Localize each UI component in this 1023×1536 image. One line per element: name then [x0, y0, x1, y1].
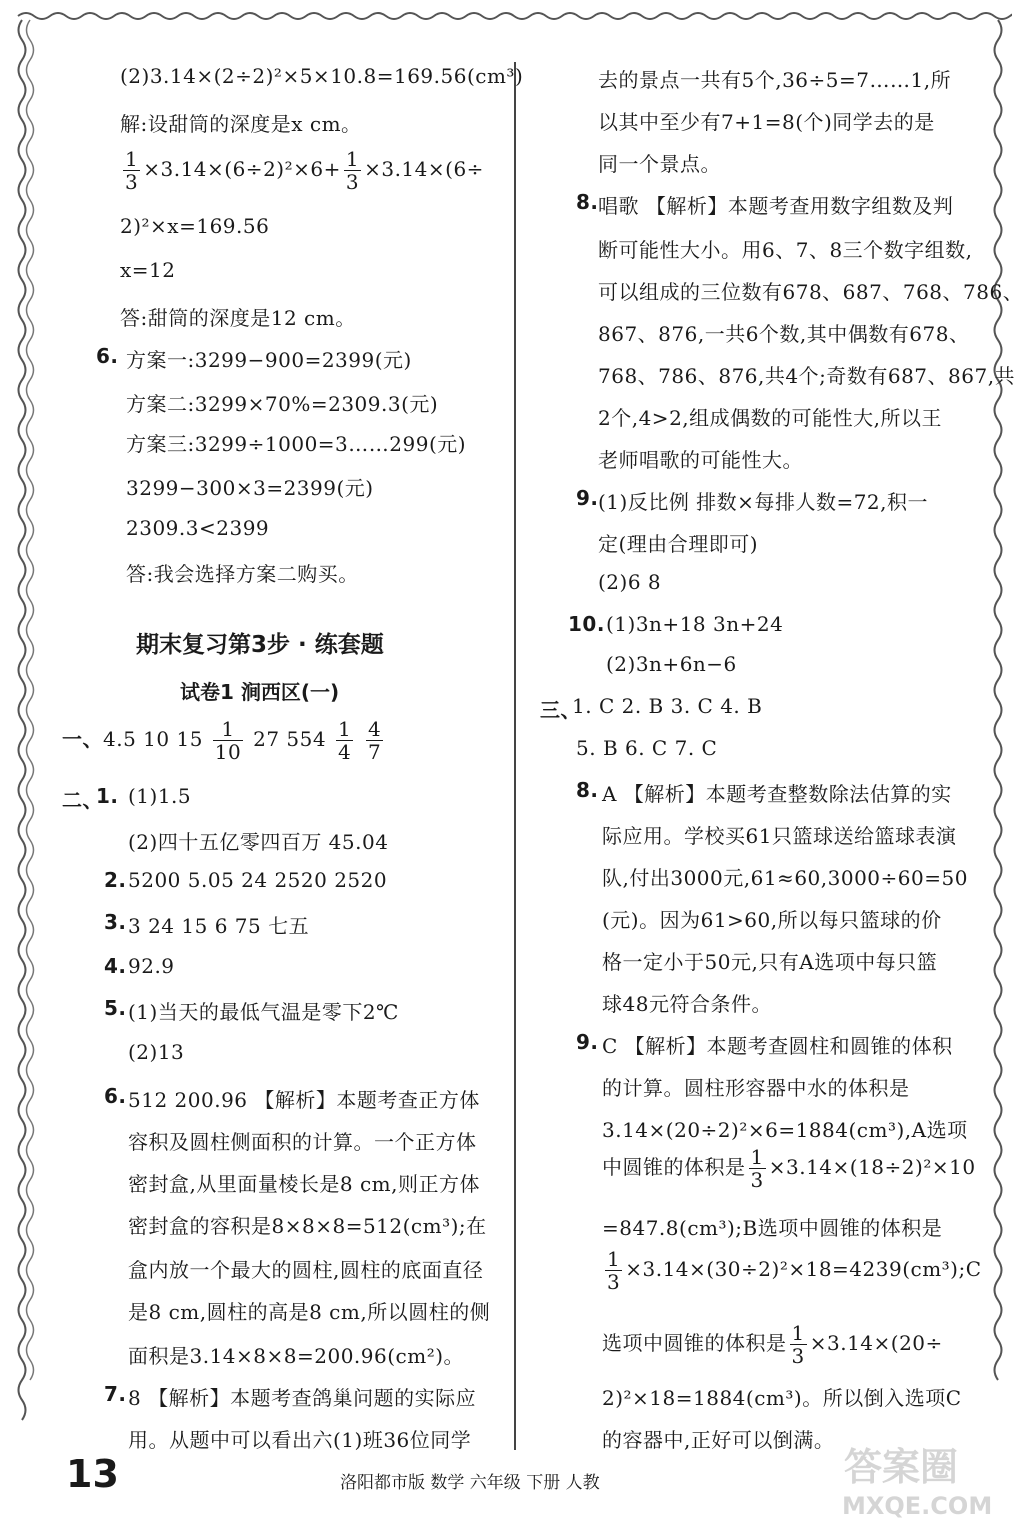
- question-number: 8.: [576, 778, 599, 802]
- footer-text: 洛阳都市版 数学 六年级 下册 人教: [340, 1473, 600, 1493]
- fraction: $\frac{1}{3}$: [750, 1145, 764, 1192]
- answer-line: (元)。因为61>60,所以每只篮球的价: [602, 908, 942, 932]
- paper-subtitle: 试卷1 涧西区(一): [180, 680, 340, 704]
- fraction: $\frac{1}{3}$: [125, 147, 139, 194]
- svg-text:答案圈: 答案圈: [844, 1445, 959, 1489]
- answer-line: (1)反比例 排数×每排人数=72,积一: [598, 490, 929, 514]
- answer-line: 867、876,一共6个数,其中偶数有678、: [598, 322, 970, 346]
- answer-line: 用。从题中可以看出六(1)班36位同学: [128, 1428, 472, 1452]
- answer-line: 选项中圆锥的体积是 $\frac{1}{3}$ ×3.14×(20÷: [602, 1321, 943, 1368]
- section-title: 期末复习第3步 · 练套题: [136, 632, 384, 658]
- answer-line: 5200 5.05 24 2520 2520: [128, 868, 388, 892]
- answer-line: 面积是3.14×8×8=200.96(cm²)。: [128, 1344, 465, 1368]
- fraction: $\frac{1}{3}$: [607, 1247, 621, 1294]
- answer-line: 3 24 15 6 75 七五: [128, 914, 310, 938]
- section-label: 三、: [540, 698, 581, 722]
- fraction: $\frac{1}{3}$: [345, 147, 360, 194]
- section-label: 二、: [62, 788, 103, 812]
- question-number: 5.: [104, 996, 127, 1020]
- answer-line: 3.14×(20÷2)²×6=1884(cm³),A选项: [602, 1118, 968, 1142]
- question-number: 1.: [96, 784, 119, 808]
- fraction: $\frac{1}{10}$: [214, 717, 242, 764]
- answer-line: 老师唱歌的可能性大。: [598, 448, 803, 472]
- question-number: 4.: [104, 954, 127, 978]
- answer-line: 1. C 2. B 3. C 4. B: [572, 694, 763, 718]
- answer-line: 答:甜筒的深度是12 cm。: [120, 306, 356, 330]
- section-one-answers: 一、4.5 10 15 $\frac{1}{10}$ 27 554 $\frac{1}{4}$ $\frac{4}{7}$: [62, 717, 382, 764]
- question-number: 2.: [104, 868, 127, 892]
- answer-line: 方案三:3299÷1000=3……299(元): [126, 432, 467, 456]
- question-number: 3.: [104, 910, 127, 934]
- answer-line: (2)6 8: [598, 570, 662, 594]
- answer-line: (1)1.5: [128, 784, 192, 808]
- answer-line: 2309.3<2399: [126, 516, 270, 540]
- answer-line: 格一定小于50元,只有A选项中每只篮: [602, 950, 938, 974]
- answer-line: 3299−300×3=2399(元): [126, 476, 374, 500]
- answer-line: 密封盒的容积是8×8×8=512(cm³);在: [128, 1214, 487, 1238]
- answer-line: (2)13: [128, 1040, 185, 1064]
- answer-line: x=12: [120, 258, 176, 282]
- page-number: 13: [66, 1452, 119, 1496]
- answer-line: 密封盒,从里面量棱长是8 cm,则正方体: [128, 1172, 480, 1196]
- answer-line: 的计算。圆柱形容器中水的体积是: [602, 1076, 910, 1100]
- answer-line: (2)四十五亿零四百万 45.04: [128, 830, 389, 854]
- answer-line: 方案一:3299−900=2399(元): [126, 348, 412, 372]
- answer-line: 球48元符合条件。: [602, 992, 772, 1016]
- fraction: $\frac{4}{7}$: [368, 717, 382, 764]
- question-number: 8.: [576, 190, 599, 214]
- fraction: $\frac{1}{4}$: [337, 717, 352, 764]
- column-divider: [514, 62, 516, 1450]
- answer-line: (1)当天的最低气温是零下2℃: [128, 1000, 399, 1024]
- question-number: 9.: [576, 486, 599, 510]
- answer-line: 的容器中,正好可以倒满。: [602, 1428, 835, 1452]
- answer-line: 5. B 6. C 7. C: [576, 736, 718, 760]
- answer-line: 方案二:3299×70%=2309.3(元): [126, 392, 439, 416]
- answer-line: 同一个景点。: [598, 152, 721, 176]
- answer-line: 解:设甜筒的深度是x cm。: [120, 112, 362, 136]
- answer-line: $\frac{1}{3}$ ×3.14×(6÷2)²×6+ $\frac{1}{3}$ ×3.14×(6÷: [125, 147, 484, 194]
- answer-line: 队,付出3000元,61≈60,3000÷60=50: [602, 866, 968, 890]
- answer-line: C 【解析】本题考查圆柱和圆锥的体积: [602, 1034, 953, 1058]
- answer-line: =847.8(cm³);B选项中圆锥的体积是: [602, 1216, 943, 1240]
- answer-line: 2个,4>2,组成偶数的可能性大,所以王: [598, 406, 943, 430]
- answer-line: 2)²×x=169.56: [120, 214, 270, 238]
- answer-line: 去的景点一共有5个,36÷5=7……1,所: [598, 68, 952, 92]
- question-number: 6.: [104, 1084, 127, 1108]
- answer-line: $\frac{1}{3}$ ×3.14×(30÷2)²×18=4239(cm³);C: [607, 1247, 982, 1294]
- answer-line: 2)²×18=1884(cm³)。所以倒入选项C: [602, 1386, 962, 1410]
- answer-line: 定(理由合理即可): [598, 532, 759, 556]
- answer-line: 以其中至少有7+1=8(个)同学去的是: [598, 110, 935, 134]
- answer-line: 512 200.96 【解析】本题考查正方体: [128, 1088, 480, 1112]
- answer-line: 答:我会选择方案二购买。: [126, 562, 359, 586]
- answer-line: (1)3n+18 3n+24: [606, 612, 784, 636]
- question-number: 7.: [104, 1382, 127, 1406]
- question-number: 10.: [568, 612, 605, 636]
- answer-line: 可以组成的三位数有678、687、768、786、: [598, 280, 1023, 304]
- answer-line: 断可能性大小。用6、7、8三个数字组数,: [598, 238, 973, 262]
- answer-line: 容积及圆柱侧面积的计算。一个正方体: [128, 1130, 477, 1154]
- svg-text:MXQE.COM: MXQE.COM: [842, 1492, 993, 1520]
- fraction: $\frac{1}{3}$: [791, 1321, 805, 1368]
- answer-line: (2)3.14×(2÷2)²×5×10.8=169.56(cm³): [120, 64, 524, 88]
- answer-line: 盒内放一个最大的圆柱,圆柱的底面直径: [128, 1258, 484, 1282]
- answer-line: 唱歌 【解析】本题考查用数字组数及判: [598, 194, 954, 218]
- answer-line: 92.9: [128, 954, 175, 978]
- question-number: 9.: [576, 1030, 599, 1054]
- answer-line: 768、786、876,共4个;奇数有687、867,共: [598, 364, 1016, 388]
- answer-line: (2)3n+6n−6: [606, 652, 737, 676]
- answer-line: 中圆锥的体积是 $\frac{1}{3}$ ×3.14×(18÷2)²×10: [602, 1145, 976, 1192]
- answer-line: A 【解析】本题考查整数除法估算的实: [602, 782, 952, 806]
- answer-line: 8 【解析】本题考查鸽巢问题的实际应: [128, 1386, 477, 1410]
- answer-line: 是8 cm,圆柱的高是8 cm,所以圆柱的侧: [128, 1300, 491, 1324]
- watermark-logo: [838, 1434, 1008, 1522]
- answer-line: 际应用。学校买61只篮球送给篮球表演: [602, 824, 957, 848]
- question-number: 6.: [96, 344, 119, 368]
